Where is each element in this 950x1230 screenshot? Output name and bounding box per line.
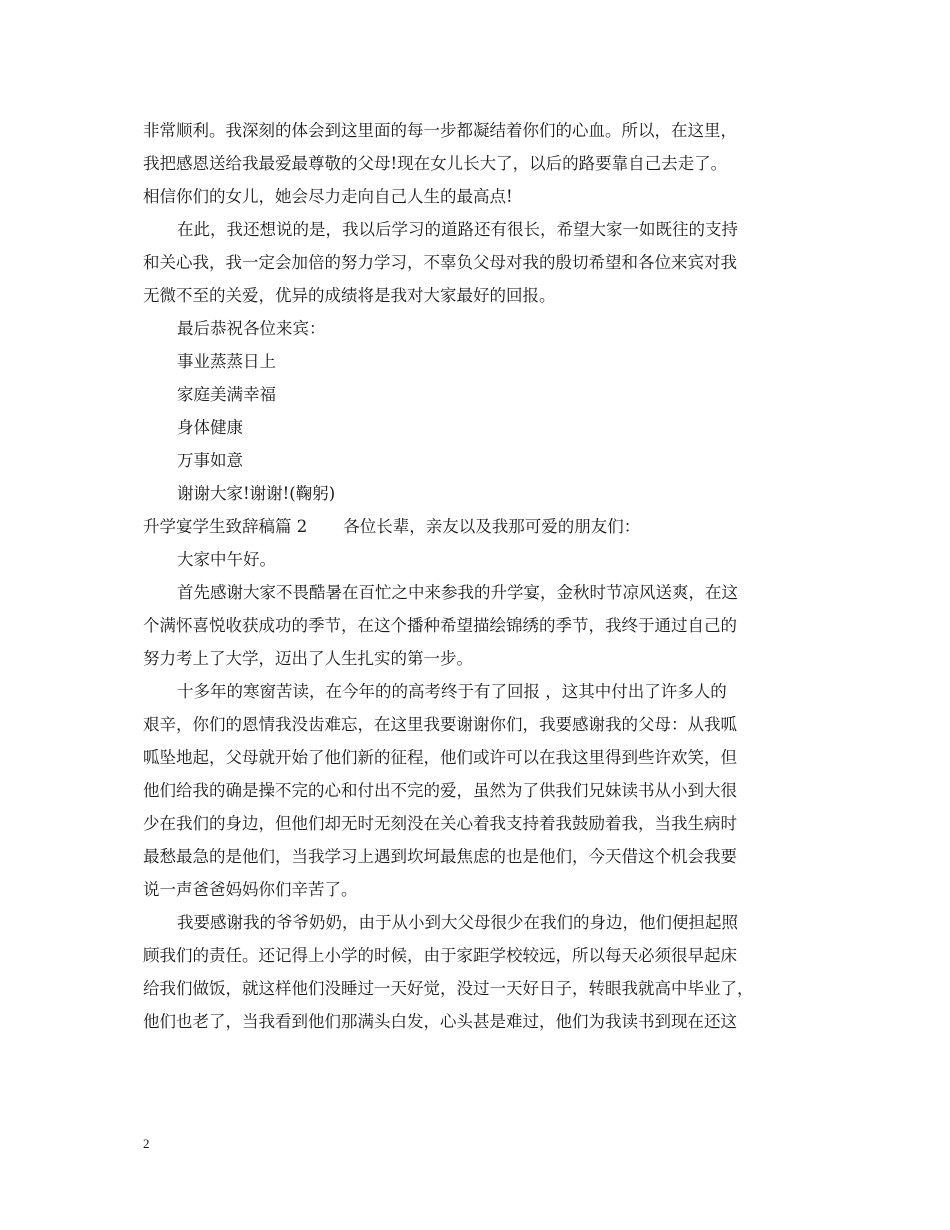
paragraph-line: 说一声爸爸妈妈你们辛苦了。 — [143, 880, 358, 899]
paragraph-line: 顾我们的责任。还记得上小学的时候，由于家距学校较远，所以每天必须很早起床 — [143, 946, 737, 965]
section-greeting: 各位长辈，亲友以及我那可爱的朋友们： — [343, 517, 641, 536]
paragraph-line: 相信你们的女儿，她会尽力走向自己人生的最高点! — [143, 187, 513, 206]
paragraph-line: 和关心我，我一定会加倍的努力学习，不辜负父母对我的殷切希望和各位来宾对我 — [143, 253, 737, 272]
page-number: 2 — [143, 1136, 150, 1151]
paragraph-line: 十多年的寒窗苦读，在今年的的高考终于有了回报 ，这其中付出了许多人的 — [177, 682, 727, 701]
document-body — [143, 114, 823, 1038]
blessing-line: 身体健康 — [177, 418, 243, 437]
paragraph-line: 努力考上了大学，迈出了人生扎实的第一步。 — [143, 649, 473, 668]
closing-line: 谢谢大家!谢谢!(鞠躬) — [177, 484, 336, 503]
blessing-line: 万事如意 — [177, 451, 243, 470]
paragraph-line: 呱坠地起，父母就开始了他们新的征程，他们或许可以在我这里得到些许欢笑，但 — [143, 748, 737, 767]
paragraph-line: 无微不至的关爱，优异的成绩将是我对大家最好的回报。 — [143, 286, 556, 305]
paragraph-line: 首先感谢大家不畏酷暑在百忙之中来参我的升学宴，金秋时节凉风送爽，在这 — [177, 583, 738, 602]
blessing-line: 家庭美满幸福 — [177, 385, 276, 404]
paragraph-line: 非常顺利。我深刻的体会到这里面的每一步都凝结着你们的心血。所以，在这里， — [143, 121, 737, 140]
paragraph-line: 艰辛，你们的恩情我没齿难忘，在这里我要谢谢你们，我要感谢我的父母：从我呱 — [143, 715, 737, 734]
paragraph-line: 他们给我的确是操不完的心和付出不完的爱，虽然为了供我们兄妹读书从小到大很 — [143, 781, 737, 800]
paragraph-line: 少在我们的身边，但他们却无时无刻没在关心着我支持着我鼓励着我，当我生病时 — [143, 814, 737, 833]
paragraph-line: 给我们做饭，就这样他们没睡过一天好觉，没过一天好日子，转眼我就高中毕业了， — [143, 979, 754, 998]
paragraph-line: 最后恭祝各位来宾： — [177, 319, 326, 338]
section-title: 升学宴学生致辞稿篇 2 — [143, 517, 308, 536]
paragraph-line: 我把感恩送给我最爱最尊敬的父母!现在女儿长大了，以后的路要靠自己去走了。 — [143, 154, 728, 173]
paragraph-line: 最愁最急的是他们，当我学习上遇到坎坷最焦虑的也是他们，今天借这个机会我要 — [143, 847, 737, 866]
paragraph-line: 大家中午好。 — [177, 550, 276, 569]
paragraph-line: 我要感谢我的爷爷奶奶，由于从小到大父母很少在我们的身边，他们便担起照 — [177, 913, 738, 932]
paragraph-line: 个满怀喜悦收获成功的季节，在这个播种希望描绘锦绣的季节，我终于通过自己的 — [143, 616, 737, 635]
blessing-line: 事业蒸蒸日上 — [177, 352, 276, 371]
paragraph-line: 在此，我还想说的是，我以后学习的道路还有很长，希望大家一如既往的支持 — [177, 220, 738, 239]
section-heading — [143, 510, 823, 543]
paragraph-line: 他们也老了，当我看到他们那满头白发，心头甚是难过，他们为我读书到现在还这 — [143, 1012, 737, 1031]
